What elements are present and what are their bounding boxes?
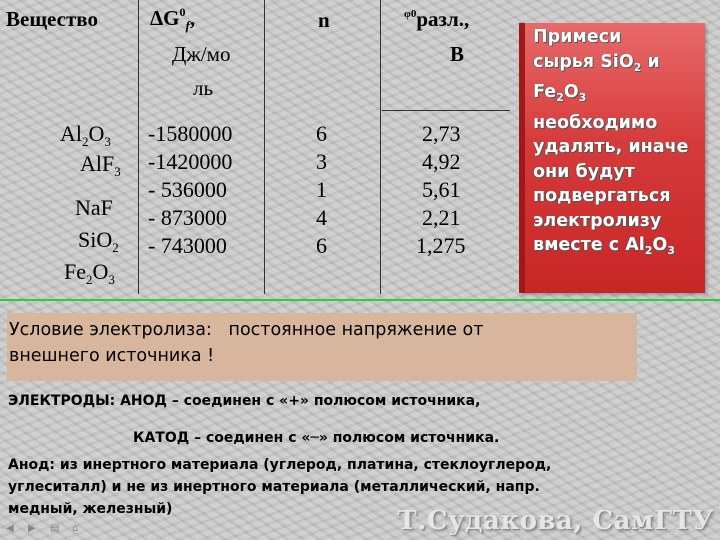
phi-value: 2,73	[422, 121, 461, 146]
phi-value: 5,61	[422, 177, 461, 202]
anode-material-line-2: углеситалл) и не из инертного материала (металлический, напр.	[8, 479, 540, 495]
substance-fe2o3: $Fe_2O_3$	[64, 259, 115, 287]
electrodes-line-1: ЭЛЕКТРОДЫ: АНОД – соединен с «+» полюсом источника,	[8, 393, 481, 409]
impurity-note-text: Примеси сырья SiO$_2$ и $Fe_2O_3$ необходимо удалять, иначе они будут подвергаться электролизу вместе с $Al_2O_3$	[533, 27, 689, 257]
next-arrow-icon[interactable]: ▶	[28, 523, 36, 534]
phi-value: 4,92	[422, 149, 461, 174]
substance-alf3: AlF$_3$	[80, 151, 121, 179]
prev-arrow-icon[interactable]: ◀	[6, 523, 14, 534]
table-divider-1	[138, 0, 139, 294]
n-value: 3	[316, 149, 327, 174]
n-value: 6	[316, 121, 327, 146]
header-gibbs-unit-line2: ль	[193, 76, 214, 100]
substance-al2o3: $Al_2O_3$	[60, 121, 111, 149]
phi-value: 2,21	[422, 205, 461, 230]
gibbs-value: - 743000	[148, 233, 227, 258]
header-volt-unit: В	[450, 42, 465, 66]
substance-sio2: SiO$_2$	[78, 227, 119, 255]
gibbs-value: -1420000	[148, 149, 233, 174]
decomposition-potential-values	[416, 120, 466, 260]
table-divider-2	[264, 0, 265, 294]
anode-material-line-1: Анод: из инертного материала (углерод, платина, стеклоуглерод,	[8, 457, 552, 473]
menu-icon[interactable]: ▤	[50, 523, 60, 534]
table-divider-3	[380, 0, 381, 294]
condition-line-1: Условие электролиза: постоянное напряжение от	[9, 320, 484, 340]
header-gibbs-energy: $\Delta G^0_f$,	[150, 5, 196, 33]
phi-value: 1,275	[416, 233, 466, 258]
home-icon[interactable]: ⌂	[72, 523, 79, 534]
table-header-rule	[382, 110, 510, 111]
gibbs-value: - 873000	[148, 205, 227, 230]
n-value: 1	[316, 177, 327, 202]
electron-count-values	[316, 120, 327, 260]
header-gibbs-unit-line1: Дж/мо	[172, 42, 231, 66]
substance-naf: NaF	[75, 195, 113, 220]
header-n: n	[318, 8, 330, 32]
gibbs-value: -1580000	[148, 121, 233, 146]
slide-navigation[interactable]	[6, 524, 84, 534]
gibbs-values	[148, 120, 232, 260]
impurity-note-box	[519, 23, 705, 293]
electrolysis-condition-box	[7, 313, 637, 381]
header-decomposition-potential: $^{\varphi 0}$разл.,	[404, 7, 470, 31]
header-substance: Вещество	[6, 7, 98, 31]
green-divider	[0, 299, 720, 301]
n-value: 4	[316, 205, 327, 230]
anode-material-line-3: медный, железный)	[8, 501, 173, 517]
author-credit: Т.Судакова, СамГТУ	[397, 506, 714, 536]
n-value: 6	[316, 233, 327, 258]
electrodes-line-2: КАТОД – соединен с «─» полюсом источника.	[133, 430, 500, 446]
condition-line-2: внешнего источника !	[9, 346, 215, 366]
gibbs-value: - 536000	[148, 177, 227, 202]
